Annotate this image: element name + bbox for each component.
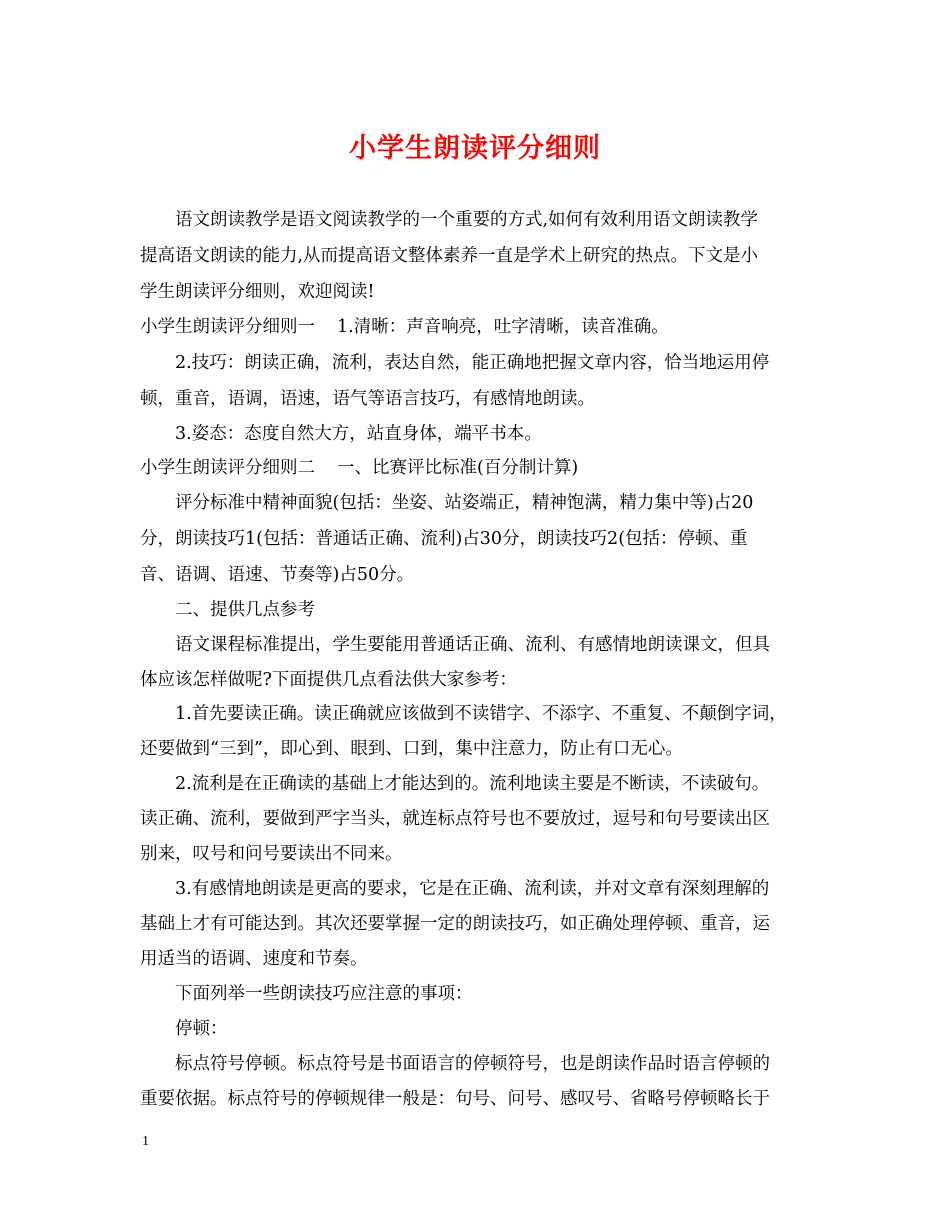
paragraph-text: 一、比赛评比标准(百分制计算) — [337, 458, 579, 478]
paragraph-line: 顿，重音，语调，语速，语气等语言技巧，有感情地朗读。 — [140, 389, 595, 409]
section-heading: 小学生朗读评分细则一 — [140, 317, 315, 337]
paragraph-line: 分，朗读技巧1(包括：普通话正确、流利)占30分，朗读技巧2(包括：停顿、重 — [140, 529, 748, 549]
paragraph-line: 下面列举一些朗读技巧应注意的事项： — [175, 984, 473, 1004]
paragraph-line: 3.有感情地朗读是更高的要求，它是在正确、流利读，并对文章有深刻理解的 — [175, 879, 770, 899]
paragraph-line: 语文朗读教学是语文阅读教学的一个重要的方式,如何有效利用语文朗读教学 — [175, 210, 759, 230]
paragraph-line: 还要做到“三到”，即心到、眼到、口到，集中注意力，防止有口无心。 — [140, 739, 683, 759]
paragraph-line: 音、语调、语速、节奏等)占50分。 — [140, 565, 415, 585]
subheading-line: 二、提供几点参考 — [175, 600, 315, 620]
paragraph-text: 1.清晰：声音响亮，吐字清晰，读音准确。 — [337, 317, 669, 337]
paragraph-line: 评分标准中精神面貌(包括：坐姿、站姿端正，精神饱满，精力集中等)占20 — [175, 493, 754, 513]
paragraph-line: 用适当的语调、速度和节奏。 — [140, 949, 368, 969]
paragraph-line: 2.流利是在正确读的基础上才能达到的。流利地读主要是不断读，不读破句。 — [175, 774, 770, 794]
section-heading: 小学生朗读评分细则二 — [140, 458, 315, 478]
paragraph-line: 基础上才有可能达到。其次还要掌握一定的朗读技巧，如正确处理停顿、重音，运 — [140, 914, 770, 934]
paragraph-line: 体应该怎样做呢?下面提供几点看法供大家参考： — [140, 670, 517, 690]
subheading-line: 停顿： — [175, 1019, 228, 1039]
paragraph-line: 标点符号停顿。标点符号是书面语言的停顿符号，也是朗读作品时语言停顿的 — [175, 1054, 770, 1074]
paragraph-line: 1.首先要读正确。读正确就应该做到不读错字、不添字、不重复、不颠倒字词， — [175, 704, 787, 724]
section-heading-line — [140, 316, 669, 338]
paragraph-line: 3.姿态：态度自然大方，站直身体，端平书本。 — [175, 424, 542, 444]
paragraph-line: 提高语文朗读的能力,从而提高语文整体素养一直是学术上研究的热点。下文是小 — [140, 246, 759, 266]
paragraph-line: 读正确、流利，要做到严字当头，就连标点符号也不要放过，逗号和句号要读出区 — [140, 809, 770, 829]
document-title: 小学生朗读评分细则 — [349, 133, 601, 164]
paragraph-line: 2.技巧：朗读正确，流利，表达自然，能正确地把握文章内容，恰当地运用停 — [175, 353, 770, 373]
page-number: 1 — [142, 1134, 149, 1149]
paragraph-line: 语文课程标准提出，学生要能用普通话正确、流利、有感情地朗读课文，但具 — [175, 635, 770, 655]
section-heading-line — [140, 457, 578, 479]
paragraph-line: 学生朗读评分细则，欢迎阅读! — [140, 282, 375, 302]
paragraph-line: 重要依据。标点符号的停顿规律一般是：句号、问号、感叹号、省略号停顿略长于 — [140, 1089, 770, 1109]
paragraph-line: 别来，叹号和问号要读出不同来。 — [140, 844, 403, 864]
